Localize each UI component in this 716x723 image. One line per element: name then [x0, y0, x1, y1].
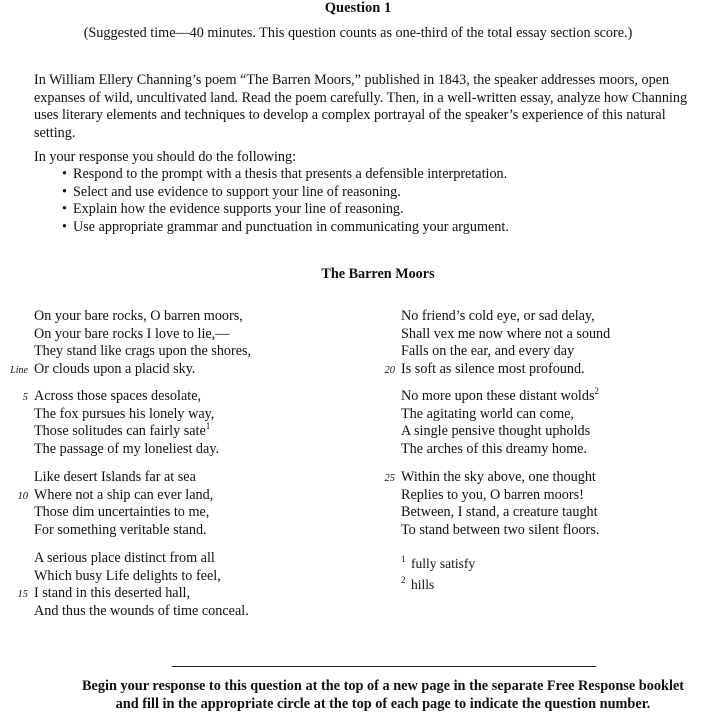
poem-line: [401, 388, 599, 406]
poem-line-text: Across those spaces desolate,: [34, 388, 202, 404]
poem-line: They stand like crags upon the shores,: [34, 343, 252, 360]
instruction-text: Explain how the evidence supports your line of reasoning.: [73, 201, 404, 218]
poem-stanza-3: [17, 469, 214, 539]
poem-line: For something veritable stand.: [34, 521, 207, 538]
poem-line: [17, 486, 214, 505]
footer-instructions: [0, 678, 716, 713]
bullet-icon: •: [62, 201, 67, 218]
instruction-item: [62, 219, 509, 237]
poem-line: A single pensive thought upholds: [401, 423, 591, 440]
footnote-number: 1: [401, 554, 406, 564]
footnote-marker: 2: [594, 386, 599, 396]
poem-line: The arches of this dreamy home.: [401, 440, 587, 457]
poem-line-text: No more upon these distant wolds: [401, 388, 595, 404]
poem-line: Shall vex me now where not a sound: [401, 325, 611, 342]
poem-line-text: Is soft as silence most profound.: [401, 360, 585, 377]
poem-line: Replies to you, O barren moors!: [401, 486, 584, 503]
poem-line: The agitating world can come,: [401, 405, 574, 422]
question-subtitle: (Suggested time—40 minutes. This question counts as one-third of the total essay section score.): [83, 25, 633, 41]
poem-line: On your bare rocks, O barren moors,: [34, 308, 243, 324]
poem-line: The passage of my loneliest day.: [34, 440, 220, 457]
footnote-number: 2: [401, 575, 406, 585]
poem-stanza-6: [401, 388, 599, 458]
footnote-marker: 1: [205, 421, 211, 432]
question-title: Question 1: [324, 0, 392, 16]
poem-line: Between, I stand, a creature taught: [401, 504, 598, 521]
poem-line-text: Where not a ship can ever land,: [34, 486, 214, 503]
poem-line: A serious place distinct from all: [34, 550, 215, 566]
poem-line: Which busy Life delights to feel,: [34, 567, 221, 584]
instructions-intro: In your response you should do the following:: [34, 149, 297, 165]
footnote-1: [401, 555, 475, 573]
bullet-icon: •: [62, 166, 67, 182]
footer-line: Begin your response to this question at the top of a new page in the separate Free Response booklet: [81, 678, 685, 694]
poem-line: [384, 360, 610, 379]
footnote-text: fully satisfy: [411, 556, 476, 571]
poem-line-text: I stand in this deserted hall,: [34, 585, 191, 602]
prompt-paragraph: [34, 72, 710, 142]
poem-line: [17, 585, 249, 603]
poem-title: The Barren Moors: [321, 266, 435, 282]
line-number: 25: [384, 473, 395, 484]
poem-line: On your bare rocks I love to lie,—: [34, 325, 230, 342]
footnote-text: hills: [411, 577, 435, 592]
poem-stanza-1: [10, 308, 252, 378]
instruction-text: Use appropriate grammar and punctuation in communicating your argument.: [73, 218, 509, 235]
footer-line: and fill in the appropriate circle at the top of each page to indicate the question number.: [115, 695, 651, 712]
line-number: 20: [384, 364, 395, 376]
divider: [172, 666, 596, 667]
instructions-list: [62, 166, 509, 236]
bullet-icon: •: [62, 183, 67, 200]
prompt-text: In William Ellery Channing’s poem “The Barren Moors,” published in 1843, the speaker addresses moors, open expanses of wild, uncultivated land. Read the poem carefully. Then, in a well-written essay, analyze how Channing uses literary elements and techniques to develop a complex portrayal of the speaker’s experience of this natural setting.: [34, 72, 688, 141]
poem-line: [22, 388, 219, 406]
line-number: 15: [17, 589, 28, 601]
poem-line: Falls on the ear, and every day: [401, 343, 575, 360]
instruction-text: Select and use evidence to support your line of reasoning.: [73, 183, 401, 200]
poem-line: The fox pursues his lonely way,: [34, 405, 215, 422]
bullet-icon: •: [62, 218, 67, 235]
poem-line: [384, 469, 599, 487]
line-number: 5: [22, 392, 28, 403]
line-label: Line: [10, 364, 28, 376]
poem-line: Like desert Islands far at sea: [34, 469, 196, 485]
instruction-item: [62, 166, 509, 184]
poem-line: [10, 360, 251, 379]
poem-line: To stand between two silent floors.: [401, 521, 600, 538]
poem-stanza-7: [384, 469, 600, 539]
poem-line: Those dim uncertainties to me,: [34, 504, 210, 521]
instruction-item: [62, 201, 509, 219]
instruction-text: Respond to the prompt with a thesis that presents a defensible interpretation.: [73, 166, 508, 182]
poem-line: And thus the wounds of time conceal.: [34, 602, 249, 619]
poem-line-text: Those solitudes can fairly sate: [34, 423, 206, 440]
poem-stanza-4: [17, 550, 249, 620]
poem-line: No friend’s cold eye, or sad delay,: [401, 308, 595, 324]
poem-line: [34, 423, 219, 441]
poem-stanza-5: [384, 308, 611, 378]
poem-line-text: Within the sky above, one thought: [401, 469, 596, 485]
poem-line-text: Or clouds upon a placid sky.: [34, 360, 196, 377]
instruction-item: [62, 184, 509, 202]
footnote-2: [401, 576, 434, 594]
poem-stanza-2: [22, 388, 220, 458]
line-number: 10: [17, 490, 28, 502]
